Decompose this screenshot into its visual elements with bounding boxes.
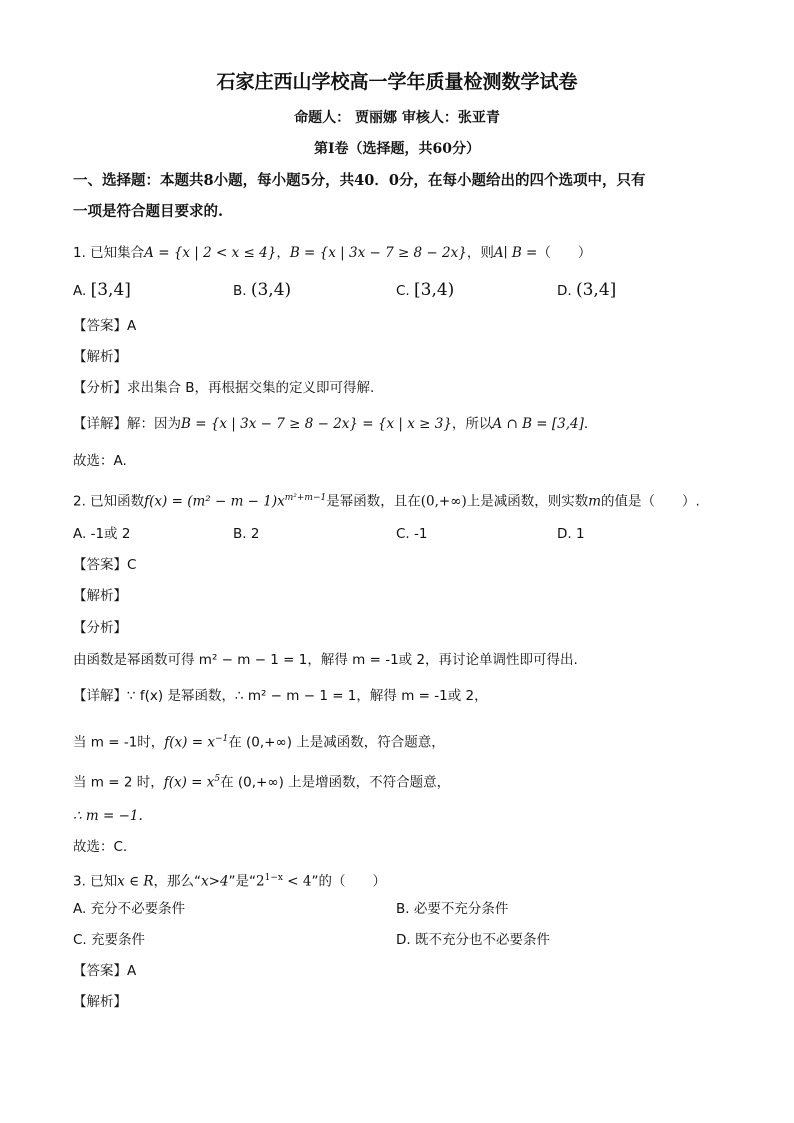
q1-detail: 【详解】解：因为B = {x | 3x − 7 ≥ 8 − 2x} = {x | x ≥ 3}，所以A ∩ B = [3,4]. <box>73 416 589 432</box>
q3-answer: 【答案】A <box>73 963 137 979</box>
q1-analysis-label: 【解析】 <box>73 349 127 365</box>
q1-comma: ， <box>276 245 290 261</box>
authors-line: 命题人： 贾丽娜 审核人：张亚青 <box>294 110 500 126</box>
section-heading-line2: 一项是符合题目要求的. <box>73 203 224 220</box>
q1-answer: 【答案】A <box>73 318 137 334</box>
q2-var: m <box>588 493 602 510</box>
question-2: 2. 已知函数$f(x) = (m^2 - m - 1)x^{m^2+m-1}$是幂函数，且在(0,+∞)上是减函数，则实数m的值是（ ）. <box>73 493 700 510</box>
q1-set-b: B = {x | 3x − 7 ≥ 8 − 2x} <box>289 245 467 261</box>
q2-option-c: C. -1 <box>396 526 428 542</box>
q1-option-b: B. (3,4) <box>233 280 292 300</box>
q2-option-a: A. -1或 2 <box>73 526 131 542</box>
q2-option-b: B. 2 <box>233 526 260 542</box>
q1-fenxi: 【分析】求出集合 B，再根据交集的定义即可得解. <box>73 380 375 396</box>
q2-case1: 当 m = -1时，$f(x) = x^{-1}$在 (0,+∞) 上是减函数，符合题意， <box>73 734 445 751</box>
q1-expr: A∣ B = <box>493 245 538 261</box>
q1-choose: 故选：A. <box>73 453 127 469</box>
q2-analysis-label: 【解析】 <box>73 588 127 604</box>
section-heading-line1: 一、选择题：本题共8小题，每小题5分，共40．0分，在每小题给出的四个选项中，只有 <box>73 172 646 189</box>
q2-exp: m²+m−1 <box>284 493 327 503</box>
q1-prefix: 1. 已知集合 <box>73 245 145 261</box>
q2-fenxi-label: 【分析】 <box>73 620 127 636</box>
q1-detail-expr2: A ∩ B = [3,4] <box>492 416 584 432</box>
q1-option-a: A. [3,4] <box>73 280 131 300</box>
q2-choose: 故选：C. <box>73 839 128 855</box>
q2-therefore: ∴ m = −1. <box>73 808 143 824</box>
q2-fenxi-text: 由函数是幂函数可得 m² − m − 1 = 1，解得 m = -1或 2，再讨论单调性即可得出. <box>73 652 578 668</box>
question-1 <box>73 243 591 263</box>
q1-set-a: A = {x | 2 < x ≤ 4} <box>144 245 277 261</box>
page-title: 石家庄西山学校高一学年质量检测数学试卷 <box>216 71 578 93</box>
q3-option-b: B. 必要不充分条件 <box>396 901 509 917</box>
q1-suffix: ，则 <box>466 245 494 261</box>
q1-option-c: C. [3,4) <box>396 280 455 300</box>
q3-option-d: D. 既不充分也不必要条件 <box>396 932 550 948</box>
question-3: 3. 已知x ∈ R，那么“x>4”是“$2^{1-x} < 4$”的（ ） <box>73 873 386 890</box>
q2-interval: (0,+∞) <box>420 493 467 510</box>
q3-cond: x ∈ R <box>117 873 154 890</box>
q1-paren: （ ） <box>537 245 592 261</box>
q2-detail: 【详解】∵ f(x) 是幂函数，∴ m² − m − 1 = 1，解得 m = -1或 2， <box>73 688 488 704</box>
q2-answer: 【答案】C <box>73 557 137 573</box>
q1-detail-expr: B = {x | 3x − 7 ≥ 8 − 2x} = {x | x ≥ 3} <box>181 416 452 432</box>
q3-p: x>4 <box>201 873 229 890</box>
q1-option-d: D. (3,4] <box>557 280 617 300</box>
part-title: 第Ⅰ卷（选择题，共60分） <box>313 141 481 157</box>
q2-func: f(x) = (m² − m − 1)x <box>144 493 285 510</box>
q3-analysis-label: 【解析】 <box>73 994 127 1010</box>
q2-option-d: D. 1 <box>557 526 585 542</box>
q3-option-c: C. 充要条件 <box>73 932 146 948</box>
q3-option-a: A. 充分不必要条件 <box>73 901 186 917</box>
q2-case2: 当 m = 2 时，$f(x) = x^5$在 (0,+∞) 上是增函数，不符合题意， <box>73 774 451 791</box>
